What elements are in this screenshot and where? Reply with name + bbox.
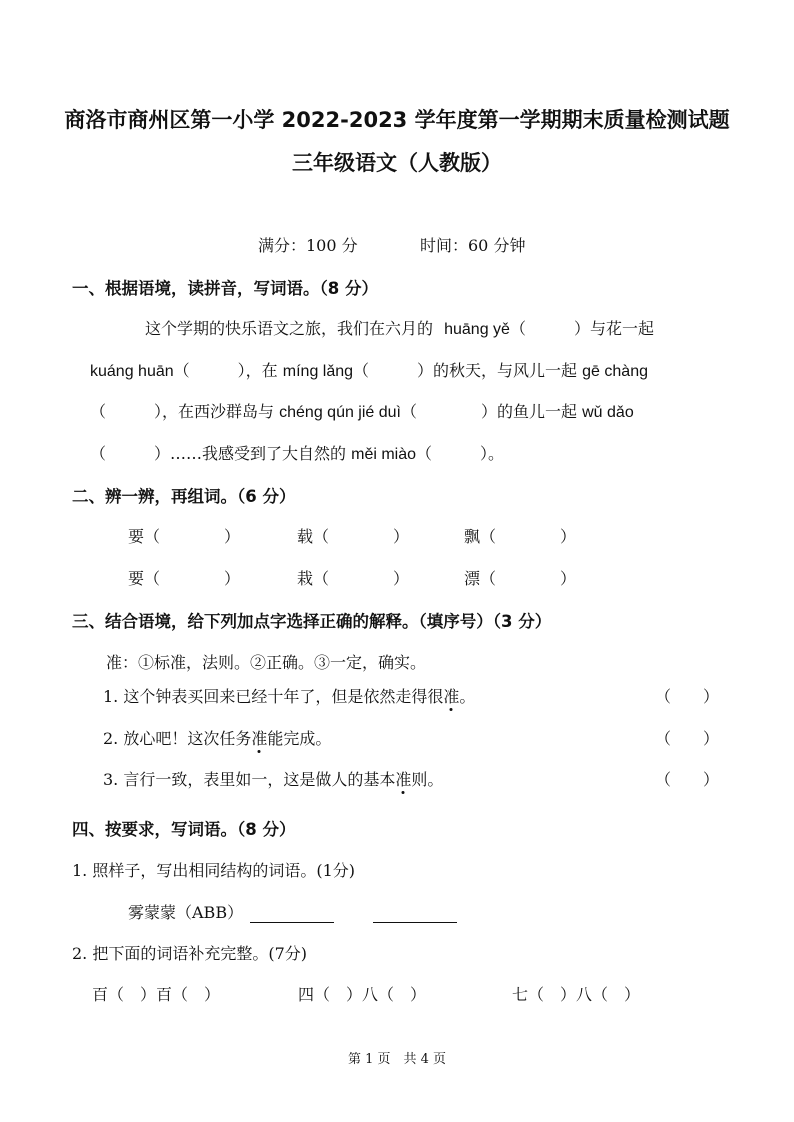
q4-fill[interactable]: 七（ ）八（ ） (512, 985, 641, 1004)
pinyin: měi miào (351, 446, 417, 463)
q3-definitions: 准：①标准，法则。②正确。③一定，确实。 (106, 653, 427, 672)
answer-blank[interactable]: （ ） (90, 402, 163, 421)
sentence-text: 能完成。 (267, 729, 332, 748)
answer-blank[interactable]: （ ）与花一起 (509, 319, 654, 338)
time-limit: 时间：60 分钟 (420, 236, 526, 255)
q2-heading: 二、辨一辨，再组词。（6 分） (72, 487, 296, 506)
q3-sentence-1 (103, 684, 475, 707)
q4-fill[interactable]: 百（ ）百（ ） (92, 985, 221, 1004)
pinyin: kuáng huān (90, 363, 174, 380)
q1-text: ，在 (245, 361, 278, 380)
q2-item[interactable]: 飘（ ） (464, 527, 577, 546)
sentence-text: 则。 (411, 770, 444, 789)
q1-text: 的鱼儿一起 (497, 402, 578, 421)
page-footer: 第 1 页 共 4 页 (347, 1052, 447, 1067)
answer-blank[interactable]: （ ） (401, 402, 498, 421)
answer-blank[interactable]: （ ） (416, 444, 489, 463)
answer-blank[interactable]: （ ） (173, 361, 246, 380)
q1-line-2 (90, 358, 648, 381)
q3-heading: 三、结合语境，给下列加点字选择正确的解释。（填序号）（3 分） (72, 612, 552, 631)
pinyin: míng lǎng (282, 363, 354, 380)
q4-sub-1: 1. 照样子，写出相同结构的词语。(1分) (72, 861, 356, 880)
sentence-text: 1. 这个钟表买回来已经十年了，但是依然走得很 (103, 687, 444, 706)
pinyin: gē chàng (582, 363, 648, 380)
q3-sentence-2 (103, 726, 331, 749)
q4-fill[interactable]: 四（ ）八（ ） (298, 985, 427, 1004)
exam-subtitle: 三年级语文（人教版） (292, 151, 502, 175)
pinyin: wǔ dǎo (582, 404, 634, 421)
exam-title: 商洛市商州区第一小学 2022-2023 学年度第一学期期末质量检测试题 (64, 108, 730, 132)
q1-text: 的秋天，与风儿一起 (433, 361, 578, 380)
dotted-char: 准 (251, 729, 268, 748)
q1-line-4 (90, 441, 504, 464)
q2-item[interactable]: 载（ ） (297, 527, 410, 546)
pinyin: chéng qún jié duì (279, 404, 401, 421)
answer-line[interactable] (373, 904, 457, 923)
q3-answer-3[interactable]: （ ） (655, 770, 720, 789)
q2-item[interactable]: 要（ ） (128, 527, 241, 546)
q4-example-line (128, 900, 457, 923)
q3-answer-1[interactable]: （ ） (655, 687, 720, 706)
sentence-text: 。 (459, 687, 476, 706)
q2-item[interactable]: 要（ ） (128, 569, 241, 588)
q1-text: ，在西沙群岛与 (162, 402, 275, 421)
q2-item[interactable]: 漂（ ） (464, 569, 577, 588)
sentence-text: 3. 言行一致，表里如一，这是做人的基本 (103, 770, 396, 789)
sentence-text: 2. 放心吧！这次任务 (103, 729, 252, 748)
q1-line-3 (90, 399, 634, 422)
q4-heading: 四、按要求，写词语。（8 分） (72, 820, 296, 839)
full-score: 满分：100 分 (258, 236, 358, 255)
q3-sentence-3 (103, 767, 443, 790)
example-word: 雾蒙蒙（ABB） (128, 903, 244, 922)
q2-item[interactable]: 栽（ ） (297, 569, 410, 588)
answer-blank[interactable]: （ ） (353, 361, 434, 380)
q1-text: ……我感受到了大自然的 (170, 444, 347, 463)
dotted-char: 准 (443, 687, 460, 706)
answer-blank[interactable]: （ ） (90, 444, 171, 463)
q1-text: 这个学期的快乐语文之旅，我们在六月的 (145, 319, 434, 338)
answer-line[interactable] (250, 904, 334, 923)
pinyin: huāng yě (444, 321, 510, 338)
q1-line-1 (145, 316, 654, 339)
q1-heading: 一、根据语境，读拼音，写词语。（8 分） (72, 279, 378, 298)
dotted-char: 准 (395, 770, 412, 789)
q3-answer-2[interactable]: （ ） (655, 729, 720, 748)
q4-sub-2: 2. 把下面的词语补充完整。(7分) (72, 944, 308, 963)
q1-text: 。 (488, 444, 505, 463)
